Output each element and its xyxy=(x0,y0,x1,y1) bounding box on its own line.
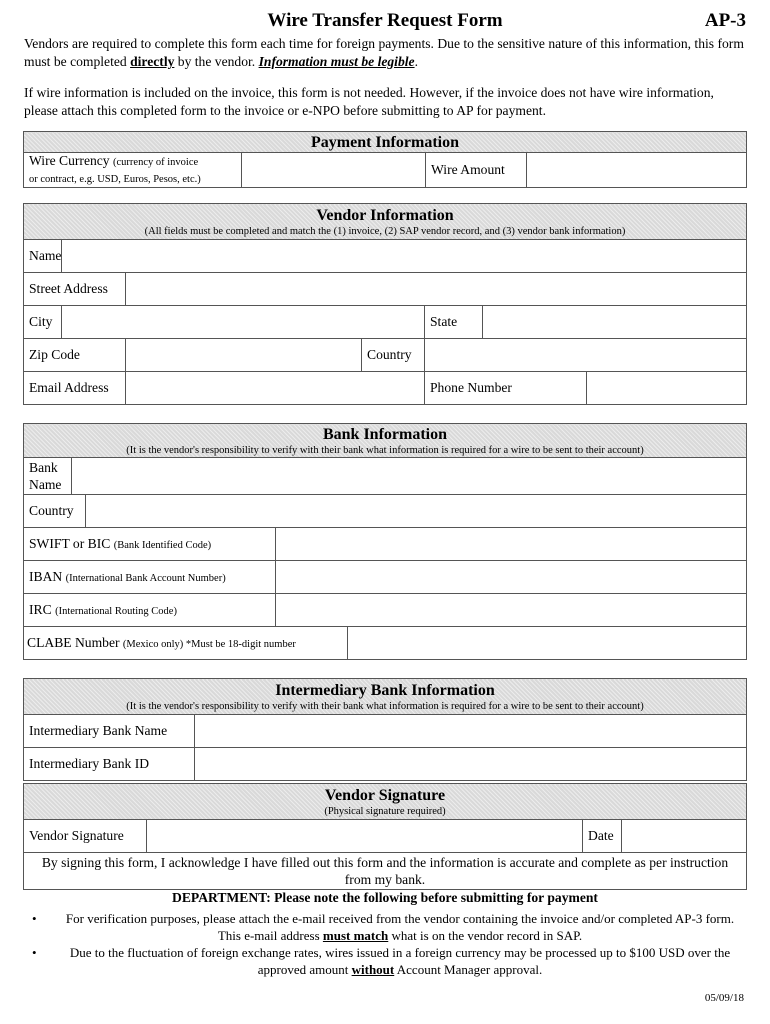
bullet-icon: • xyxy=(32,911,37,926)
bank-title: Bank Information xyxy=(322,425,448,443)
country-label: Country xyxy=(362,339,425,372)
intermediary-subtitle: (It is the vendor's responsibility to verify with their bank what information is required for a wire to be sent to their account) xyxy=(126,700,644,712)
department-title: DEPARTMENT: Please note the following before submitting for payment xyxy=(172,890,598,905)
zip-code-label: Zip Code xyxy=(24,339,126,372)
signature-header xyxy=(24,784,747,820)
vendor-header xyxy=(24,204,747,240)
city-field[interactable] xyxy=(62,306,425,339)
iban-field[interactable] xyxy=(276,561,747,594)
form-title: Wire Transfer Request Form xyxy=(267,10,503,31)
intro-text: Vendors are required to complete this form each time for foreign payments. Due to the sensitive nature of this information, this form must be completed xyxy=(24,36,744,69)
vendor-section xyxy=(23,203,747,405)
intro-legible: Information must be legible xyxy=(258,54,415,69)
intermediary-title: Intermediary Bank Information xyxy=(275,681,495,699)
bank-name-label: Bank Name xyxy=(24,458,72,495)
clabe-label: CLABE Number (Mexico only) *Must be 18-digit number xyxy=(24,627,348,660)
bank-name-field[interactable] xyxy=(72,458,747,495)
intermediary-bank-id-field[interactable] xyxy=(195,748,747,781)
bank-header xyxy=(24,424,747,458)
intro-text: . xyxy=(414,54,418,69)
vendor-signature-field[interactable] xyxy=(147,820,583,853)
clabe-field[interactable] xyxy=(348,627,747,660)
must-match-text: must match xyxy=(322,928,389,943)
acknowledgement-text: By signing this form, I acknowledge I have filled out this form and the information is accurate and complete as per instruction from my bank. xyxy=(24,853,747,890)
intro-text: by the vendor. xyxy=(174,54,259,69)
without-text: without xyxy=(351,962,395,977)
street-address-label: Street Address xyxy=(24,273,126,306)
payment-section xyxy=(23,131,747,188)
note-verification: • For verification purposes, please attach the e-mail received from the vendor containing the invoice and/or completed AP-3 form. This e-mail address must match what is on the vendor record in SAP. xyxy=(32,911,735,943)
signature-subtitle: (Physical signature required) xyxy=(324,805,446,817)
intro-paragraph-1 xyxy=(24,35,746,71)
intermediary-header xyxy=(24,679,747,715)
signature-section xyxy=(23,783,747,890)
bank-section xyxy=(23,423,747,660)
intermediary-bank-name-label: Intermediary Bank Name xyxy=(24,715,195,748)
department-notes xyxy=(24,910,746,978)
intro-paragraph-2: If wire information is included on the invoice, this form is not needed. However, if the invoice does not have wire information, please attach this completed form to the invoice or e-NPO before submitting to AP for payment. xyxy=(24,85,714,118)
bank-subtitle: (It is the vendor's responsibility to verify with their bank what information is required for a wire to be sent to their account) xyxy=(126,444,644,456)
payment-title: Payment Information xyxy=(311,133,459,151)
phone-number-label: Phone Number xyxy=(425,372,587,405)
note-exchange-rate: • Due to the fluctuation of foreign exchange rates, wires issued in a foreign currency may be processed up to $100 USD over the approved amount without Account Manager approval. xyxy=(32,945,731,977)
signature-date-field[interactable] xyxy=(622,820,747,853)
bank-country-field[interactable] xyxy=(86,495,747,528)
signature-date-label: Date xyxy=(583,820,622,853)
form-code: AP-3 xyxy=(704,10,746,31)
state-field[interactable] xyxy=(483,306,747,339)
wire-currency-field[interactable] xyxy=(242,153,426,188)
city-label: City xyxy=(24,306,62,339)
wire-amount-field[interactable] xyxy=(527,153,747,188)
irc-field[interactable] xyxy=(276,594,747,627)
intermediary-bank-id-label: Intermediary Bank ID xyxy=(24,748,195,781)
zip-code-field[interactable] xyxy=(126,339,362,372)
vendor-signature-label: Vendor Signature xyxy=(24,820,147,853)
wire-amount-label: Wire Amount xyxy=(426,153,527,188)
country-field[interactable] xyxy=(425,339,747,372)
street-address-field[interactable] xyxy=(126,273,747,306)
state-label: State xyxy=(425,306,483,339)
wire-currency-label: Wire Currency (currency of invoice or contract, e.g. USD, Euros, Pesos, etc.) xyxy=(24,153,242,188)
signature-title: Vendor Signature xyxy=(324,786,446,804)
irc-label: IRC (International Routing Code) xyxy=(24,594,276,627)
email-address-field[interactable] xyxy=(126,372,425,405)
email-address-label: Email Address xyxy=(24,372,126,405)
vendor-name-label: Name xyxy=(24,240,62,273)
iban-label: IBAN (International Bank Account Number) xyxy=(24,561,276,594)
revision-date: 05/09/18 xyxy=(704,992,744,1004)
bank-country-label: Country xyxy=(24,495,86,528)
phone-number-field[interactable] xyxy=(587,372,747,405)
swift-label: SWIFT or BIC (Bank Identified Code) xyxy=(24,528,276,561)
vendor-name-field[interactable] xyxy=(62,240,747,273)
intro-directly: directly xyxy=(130,54,175,69)
intermediary-section xyxy=(23,678,747,781)
payment-header xyxy=(24,132,747,153)
vendor-title: Vendor Information xyxy=(316,206,454,224)
vendor-subtitle: (All fields must be completed and match the (1) invoice, (2) SAP vendor record, and (3) vendor bank information) xyxy=(144,225,626,237)
intermediary-bank-name-field[interactable] xyxy=(195,715,747,748)
bullet-icon: • xyxy=(32,945,37,960)
swift-field[interactable] xyxy=(276,528,747,561)
